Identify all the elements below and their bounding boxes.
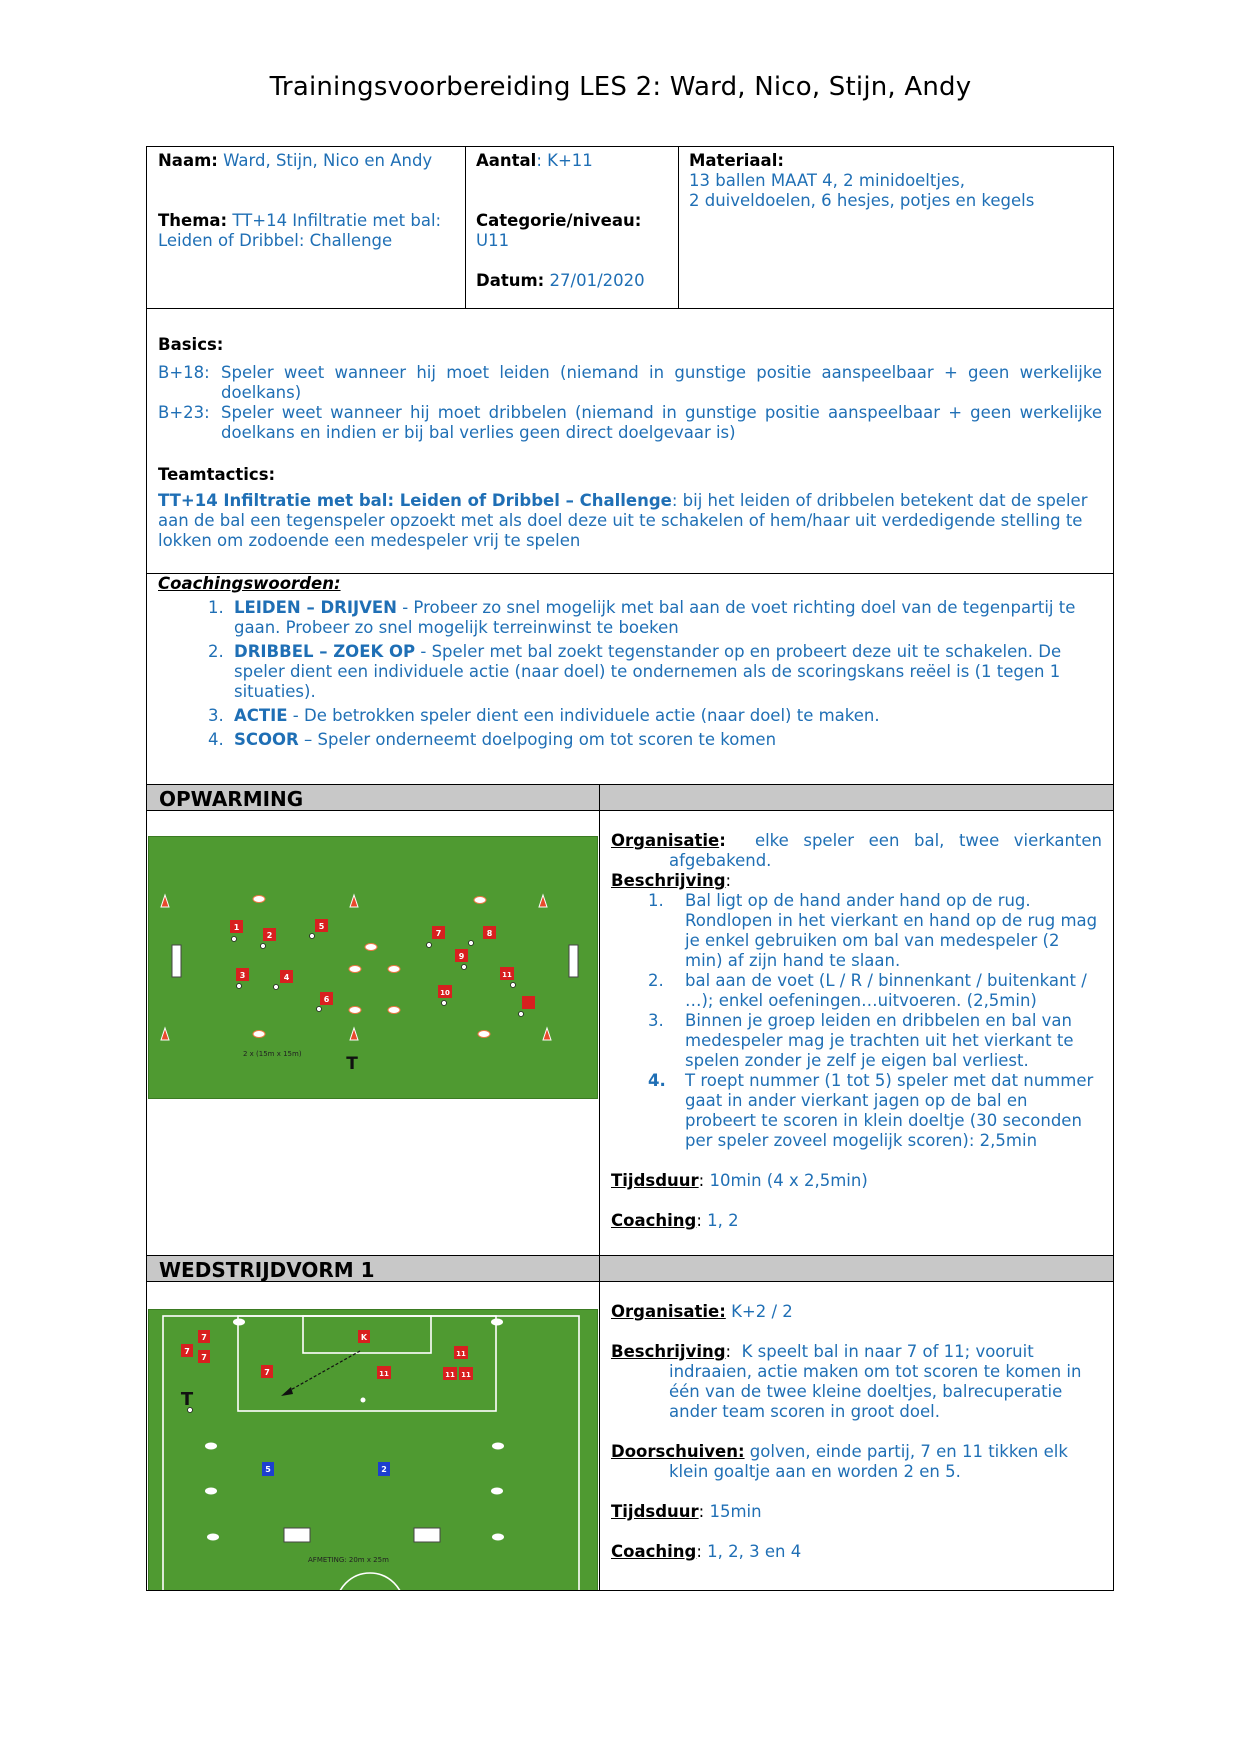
basics-label: Basics: bbox=[158, 335, 224, 354]
diagram-size-label: 2 x (15m x 15m) bbox=[243, 1050, 302, 1058]
organisatie-text: elke speler een bal, twee vierkanten afgebakend. bbox=[669, 831, 1102, 870]
player-shirt bbox=[320, 992, 333, 1005]
list-number: 1. bbox=[208, 598, 224, 617]
player-number: 7 bbox=[201, 1333, 207, 1342]
coaching-ref-label: Coaching bbox=[611, 1211, 697, 1230]
player-shirt bbox=[198, 1350, 210, 1363]
field-line bbox=[163, 1316, 579, 1590]
player-shirt bbox=[454, 1346, 468, 1359]
coaching-words-cell bbox=[146, 573, 1114, 785]
cone bbox=[349, 966, 361, 973]
coaching-key: LEIDEN – DRIJVEN bbox=[234, 598, 397, 617]
player-number: 3 bbox=[239, 971, 246, 980]
info-material-cell bbox=[678, 146, 1114, 309]
basics-item-b23 bbox=[158, 403, 1102, 443]
player-number: 11 bbox=[502, 971, 512, 979]
section-header-wedstrijdvorm: WEDSTRIJDVORM 1 bbox=[146, 1255, 600, 1282]
mini-goal bbox=[569, 945, 578, 977]
naam-label: Naam: bbox=[158, 151, 218, 170]
player-number: 5 bbox=[265, 1465, 271, 1474]
coaching-text: - Probeer zo snel mogelijk met bal aan de voet richting doel van de tegenpartij te gaan. Probeer zo snel mogelijk terreinwinst te boeken bbox=[234, 598, 1076, 637]
pawn bbox=[539, 895, 547, 907]
player-shirt bbox=[181, 1344, 193, 1357]
list-item bbox=[611, 891, 1102, 971]
thema-label: Thema: bbox=[158, 211, 228, 230]
tijdsduur-value: 10min (4 x 2,5min) bbox=[709, 1171, 868, 1190]
arrow-head bbox=[281, 1387, 293, 1396]
cone bbox=[253, 1031, 265, 1038]
player-shirt bbox=[263, 928, 276, 941]
teamtactics-label: Teamtactics: bbox=[158, 465, 276, 484]
coaching-text: – Speler onderneemt doelpoging om tot scoren te komen bbox=[298, 730, 777, 749]
opwarming-beschrijving-label-row: Beschrijving: bbox=[611, 871, 732, 890]
player-shirt bbox=[455, 949, 468, 962]
player-number: 2 bbox=[381, 1465, 387, 1474]
list-number: 4. bbox=[648, 1071, 666, 1090]
list-number: 3. bbox=[208, 706, 224, 725]
player-number: 11 bbox=[379, 1370, 389, 1378]
ball bbox=[427, 943, 432, 948]
tijdsduur-label: Tijdsduur bbox=[611, 1502, 699, 1521]
wv-tijdsduur: Tijdsduur: 15min bbox=[611, 1502, 762, 1521]
center-circle bbox=[336, 1573, 404, 1590]
player-shirt bbox=[262, 1462, 274, 1476]
coaching-ref-value: 1, 2, 3 en 4 bbox=[707, 1542, 802, 1561]
coaching-text: - De betrokken speler dient een individuele actie (naar doel) te maken. bbox=[287, 706, 880, 725]
mini-goal bbox=[172, 945, 181, 977]
player-shirt bbox=[198, 1330, 210, 1343]
materiaal-line-2: 2 duiveldoelen, 6 hesjes, potjes en kegels bbox=[689, 191, 1035, 210]
ball bbox=[237, 984, 242, 989]
thema-value: TT+14 Infiltratie met bal: Leiden of Dribbel: Challenge bbox=[158, 211, 442, 250]
teamtactics-text bbox=[158, 491, 1102, 551]
info-name-theme-cell bbox=[146, 146, 466, 309]
organisatie-label: Organisatie bbox=[611, 831, 720, 850]
player-number: 8 bbox=[486, 929, 493, 938]
wv-coaching: Coaching: 1, 2, 3 en 4 bbox=[611, 1542, 802, 1561]
aantal-label: Aantal bbox=[476, 151, 537, 170]
player-shirt bbox=[315, 919, 328, 932]
info-count-category-cell bbox=[465, 146, 679, 309]
player-shirt bbox=[236, 968, 249, 981]
section-header-opwarming-right bbox=[599, 784, 1114, 811]
pawn bbox=[161, 895, 169, 907]
player-shirt bbox=[438, 985, 452, 998]
keeper-label: K bbox=[360, 1333, 368, 1342]
cone bbox=[478, 1031, 490, 1038]
ball bbox=[310, 934, 315, 939]
list-item bbox=[611, 971, 1102, 1011]
coaching-ref-value: 1, 2 bbox=[707, 1211, 739, 1230]
small-goal bbox=[284, 1528, 310, 1542]
categorie-value: U11 bbox=[476, 231, 510, 250]
small-goal bbox=[414, 1528, 440, 1542]
list-item bbox=[611, 1071, 1102, 1151]
trainer-label: T bbox=[180, 1389, 194, 1410]
naam-value: Ward, Stijn, Nico en Andy bbox=[223, 151, 433, 170]
datum-row bbox=[476, 271, 667, 291]
wedstrijdvorm-text-cell bbox=[599, 1281, 1114, 1591]
organisatie-label: Organisatie: bbox=[611, 1302, 726, 1321]
list-number: 2. bbox=[648, 971, 664, 990]
coaching-key: DRIBBEL – ZOEK OP bbox=[234, 642, 416, 661]
player-number: 11 bbox=[461, 1371, 471, 1379]
list-number: 2. bbox=[208, 642, 224, 661]
player-shirt bbox=[230, 920, 243, 933]
cone bbox=[388, 1007, 400, 1014]
coaching-ref-label: Coaching bbox=[611, 1542, 697, 1561]
pass-arrow bbox=[287, 1351, 360, 1392]
teamtactics-bold: TT+14 Infiltratie met bal: Leiden of Dribbel – Challenge bbox=[158, 491, 672, 510]
step-text: bal aan de voet (L / R / binnenkant / buitenkant / …); enkel oefeningen…uitvoeren. (2,5min) bbox=[685, 971, 1087, 1010]
cone bbox=[253, 896, 265, 903]
cone bbox=[492, 1534, 504, 1541]
list-item bbox=[611, 1011, 1102, 1071]
ball bbox=[261, 944, 266, 949]
datum-label: Datum: bbox=[476, 271, 545, 290]
aantal-value: : K+11 bbox=[536, 151, 593, 170]
player-number: 7 bbox=[184, 1347, 190, 1356]
wedstrijdvorm-field-diagram bbox=[148, 1309, 598, 1590]
tijdsduur-value: 15min bbox=[709, 1502, 762, 1521]
categorie-label: Categorie/niveau: bbox=[476, 211, 642, 230]
list-number: 4. bbox=[208, 730, 224, 749]
player-number: 2 bbox=[266, 931, 273, 940]
opwarming-text-cell bbox=[599, 810, 1114, 1256]
player-number: 10 bbox=[440, 989, 450, 997]
player-number: 5 bbox=[318, 922, 325, 931]
player-shirt bbox=[500, 967, 514, 980]
player-shirt bbox=[459, 1367, 473, 1380]
player-shirt bbox=[432, 926, 445, 939]
opwarming-coaching: Coaching: 1, 2 bbox=[611, 1211, 739, 1230]
player-shirt bbox=[377, 1366, 391, 1379]
player-shirt bbox=[261, 1365, 273, 1378]
player-shirt bbox=[378, 1462, 390, 1476]
doorschuiven-text: golven, einde partij, 7 en 11 tikken elk klein goaltje aan en worden 2 en 5. bbox=[669, 1442, 1068, 1481]
list-item bbox=[158, 730, 1102, 750]
beschrijving-text: K speelt bal in naar 7 of 11; vooruit indraaien, actie maken om tot scoren te komen in één van de twee kleine doeltjes, balrecuperatie ander team scoren in groot doel. bbox=[669, 1342, 1082, 1421]
list-item bbox=[158, 642, 1102, 702]
aantal-row bbox=[476, 151, 667, 171]
materiaal-line-1: 13 ballen MAAT 4, 2 minidoeltjes, bbox=[689, 171, 965, 190]
cone bbox=[492, 1443, 504, 1450]
pawn bbox=[161, 1028, 169, 1040]
opwarming-field-diagram bbox=[148, 836, 598, 1099]
list-item bbox=[158, 706, 1102, 726]
cone bbox=[388, 966, 400, 973]
cone bbox=[233, 1319, 245, 1326]
pawn bbox=[350, 895, 358, 907]
list-number: 1. bbox=[648, 891, 664, 910]
wv-beschrijving: Beschrijving: K speelt bal in naar 7 of 11; vooruit indraaien, actie maken om tot scoren te komen in één van de twee kleine doeltjes, balrecuperatie ander team scoren in groot doel. bbox=[611, 1342, 1082, 1421]
pawn bbox=[350, 1028, 358, 1040]
beschrijving-label: Beschrijving bbox=[611, 871, 726, 890]
page-title: Trainingsvoorbereiding LES 2: Ward, Nico, Stijn, Andy bbox=[269, 72, 972, 102]
cone bbox=[349, 1007, 361, 1014]
coaching-label: Coachingswoorden: bbox=[158, 574, 341, 593]
step-text: T roept nummer (1 tot 5) speler met dat nummer gaat in ander vierkant jagen op de bal en probeert te scoren in klein doeltje (30 seconden per speler zoveel mogelijk scoren): 2,5min bbox=[685, 1071, 1094, 1150]
ball bbox=[511, 983, 516, 988]
step-text: Bal ligt op de hand ander hand op de rug. Rondlopen in het vierkant en hand op de rug mag je enkel gebruiken om bal van medespeler (2 min) af zijn hand te slaan. bbox=[685, 891, 1098, 970]
trainer-label: T bbox=[346, 1054, 358, 1074]
list-number: 3. bbox=[648, 1011, 664, 1030]
doorschuiven-label: Doorschuiven: bbox=[611, 1442, 745, 1461]
basics-item-b18 bbox=[158, 363, 1102, 403]
cone bbox=[207, 1534, 219, 1541]
cone bbox=[365, 944, 377, 951]
list-item bbox=[158, 598, 1102, 638]
materiaal-label: Materiaal: bbox=[689, 151, 784, 170]
cone bbox=[205, 1488, 217, 1495]
player-number: 7 bbox=[435, 929, 442, 938]
pawn bbox=[543, 1028, 551, 1040]
cone bbox=[491, 1488, 503, 1495]
datum-value: 27/01/2020 bbox=[549, 271, 645, 290]
player-number: 11 bbox=[456, 1350, 466, 1358]
player-shirt bbox=[522, 996, 535, 1009]
ball bbox=[442, 1001, 447, 1006]
player-number: 6 bbox=[323, 995, 330, 1004]
player-shirt bbox=[483, 926, 496, 939]
opwarming-organisatie: Organisatie: elke speler een bal, twee vierkanten afgebakend. bbox=[611, 831, 1102, 870]
teamtactics-description: : bij het leiden of dribbelen betekent dat de speler aan de bal een tegenspeler opzoekt met als doel deze uit te schakelen of hem/haar uit verdedigende stelling te lokken om zodoende een medespeler vrij te spelen bbox=[158, 491, 1088, 550]
coaching-text: - Speler met bal zoekt tegenstander op en probeert deze uit te schakelen. De speler dient een individuele actie (naar doel) te ondernemen als de scoringskans reëel is (1 tegen 1 situaties). bbox=[234, 642, 1062, 701]
wv-doorschuiven bbox=[611, 1442, 1102, 1482]
player-number: 9 bbox=[458, 952, 465, 961]
section-header-opwarming: OPWARMING bbox=[146, 784, 600, 811]
ball bbox=[469, 941, 474, 946]
wv-organisatie bbox=[611, 1302, 1102, 1322]
diagram-size-label: AFMETING: 20m x 25m bbox=[308, 1556, 389, 1564]
ball bbox=[232, 937, 237, 942]
player-shirt bbox=[280, 970, 293, 983]
wedstrijdvorm-field-svg bbox=[149, 1310, 598, 1590]
player-shirt bbox=[443, 1367, 457, 1380]
naam-row bbox=[158, 151, 454, 171]
cone bbox=[491, 1319, 503, 1326]
beschrijving-label: Beschrijving bbox=[611, 1342, 726, 1361]
player-number: 1 bbox=[233, 923, 240, 932]
opwarming-field-svg bbox=[149, 837, 598, 1099]
cone bbox=[205, 1443, 217, 1450]
player-number: 7 bbox=[264, 1368, 270, 1377]
coaching-key: ACTIE bbox=[234, 706, 288, 725]
ball bbox=[462, 965, 467, 970]
ball bbox=[317, 1007, 322, 1012]
ball bbox=[274, 985, 279, 990]
opwarming-steps bbox=[611, 891, 1102, 1151]
basics-text: Speler weet wanneer hij moet leiden (niemand in gunstige positie aanspeelbaar + geen werkelijke doelkans) bbox=[221, 363, 1102, 402]
cone bbox=[474, 897, 486, 904]
opwarming-tijdsduur: Tijdsduur: 10min (4 x 2,5min) bbox=[611, 1171, 868, 1190]
organisatie-text: K+2 / 2 bbox=[731, 1302, 793, 1321]
player-number: 7 bbox=[201, 1353, 207, 1362]
ball bbox=[519, 1012, 524, 1017]
basics-code: B+23: bbox=[158, 403, 210, 422]
section-header-wedstrijdvorm-right bbox=[599, 1255, 1114, 1282]
player-number: 4 bbox=[283, 973, 290, 982]
basics-text: Speler weet wanneer hij moet dribbelen (niemand in gunstige positie aanspeelbaar + geen werkelijke doelkans en indien er bij bal verlies geen direct doelgevaar is) bbox=[221, 403, 1102, 442]
penalty-spot bbox=[361, 1398, 366, 1403]
tijdsduur-label: Tijdsduur bbox=[611, 1171, 699, 1190]
basics-teamtactics-cell bbox=[146, 308, 1114, 574]
keeper-shirt bbox=[358, 1330, 370, 1343]
coaching-list bbox=[158, 598, 1102, 750]
coaching-key: SCOOR bbox=[234, 730, 299, 749]
thema-row bbox=[158, 211, 454, 251]
step-text: Binnen je groep leiden en dribbelen en bal van medespeler mag je trachten uit het vierkant te spelen zonder je zelf je eigen bal verliest. bbox=[685, 1011, 1074, 1070]
basics-code: B+18: bbox=[158, 363, 210, 382]
player-number: 11 bbox=[445, 1371, 455, 1379]
